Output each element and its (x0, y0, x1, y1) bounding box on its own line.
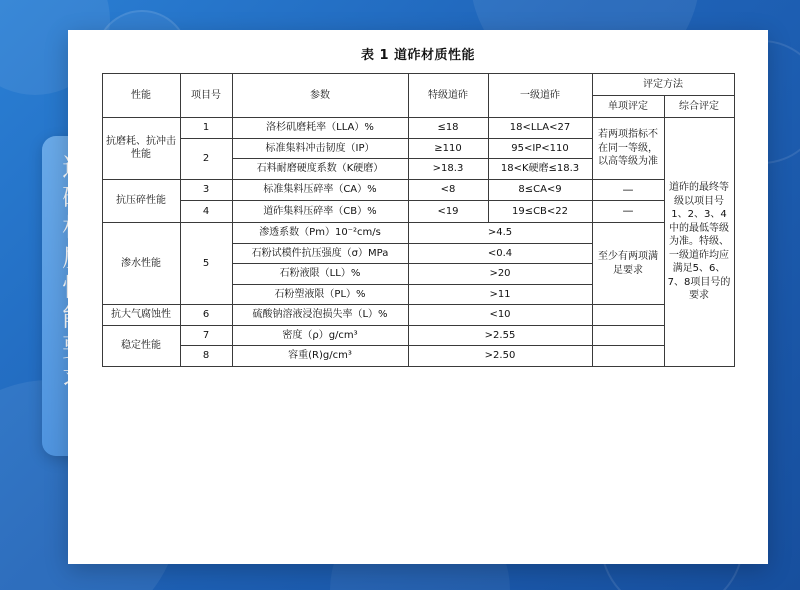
cell-special: >18.3 (408, 159, 488, 180)
cell-single-eval: 若两项指标不在同一等级，以高等级为准 (592, 118, 664, 180)
header-evaluation: 评定方法 (592, 74, 734, 96)
table-row (102, 179, 734, 201)
cell-first: 95<IP<110 (488, 138, 592, 159)
document-card (68, 30, 768, 564)
cell-merged-value: >2.50 (408, 346, 592, 367)
cell-no: 5 (180, 223, 232, 305)
cell-param: 密度（ρ）g/cm³ (232, 325, 408, 346)
header-parameter: 参数 (232, 74, 408, 118)
cell-single-eval (592, 325, 664, 346)
table-row (102, 305, 734, 326)
cell-merged-value: >11 (408, 284, 592, 305)
cell-no: 2 (180, 138, 232, 179)
cell-single-eval (592, 346, 664, 367)
cell-merged-value: >2.55 (408, 325, 592, 346)
cell-merged-value: <10 (408, 305, 592, 326)
spec-table (102, 73, 735, 367)
header-single-eval: 单项评定 (592, 96, 664, 118)
cell-property-crush: 抗压碎性能 (102, 179, 180, 223)
cell-special: ≤18 (408, 118, 488, 139)
cell-no: 3 (180, 179, 232, 201)
table-row (102, 223, 734, 244)
header-property: 性能 (102, 74, 180, 118)
table-row (102, 325, 734, 346)
table-caption: 表 1 道砟材质性能 (360, 48, 476, 63)
cell-no: 7 (180, 325, 232, 346)
cell-param: 硫酸钠溶液浸泡损失率（L）% (232, 305, 408, 326)
cell-first: 18<LLA<27 (488, 118, 592, 139)
cell-param: 石粉塑液限（PL）% (232, 284, 408, 305)
cell-property-permeability: 渗水性能 (102, 223, 180, 305)
cell-single-eval (592, 305, 664, 326)
table-row (102, 346, 734, 367)
header-grade-special-label: 特级道砟 (428, 89, 468, 101)
header-item-no: 项目号 (180, 74, 232, 118)
cell-param: 洛杉矶磨耗率（LLA）% (232, 118, 408, 139)
table-row (102, 118, 734, 139)
cell-no: 4 (180, 201, 232, 223)
cell-param: 石粉试模件抗压强度（σ）MPa (232, 243, 408, 264)
cell-no: 1 (180, 118, 232, 139)
cell-special: <8 (408, 179, 488, 201)
cell-special: <19 (408, 201, 488, 223)
cell-no: 8 (180, 346, 232, 367)
cell-param: 石粉液限（LL）% (232, 264, 408, 285)
cell-overall-eval: 道砟的最终等级以项目号1、2、3、4中的最低等级为准。特级、一级道砟均应满足5、6、7、8项目号的要求 (664, 118, 734, 367)
cell-single-eval: — (592, 201, 664, 223)
cell-first: 19≤CB<22 (488, 201, 592, 223)
cell-param: 道砟集料压碎率（CB）% (232, 201, 408, 223)
cell-first: 8≤CA<9 (488, 179, 592, 201)
table-header-row (102, 74, 734, 96)
cell-merged-value: >20 (408, 264, 592, 285)
header-grade-first: 一级道砟 (488, 74, 592, 118)
cell-param: 石料耐磨硬度系数（K硬磨） (232, 159, 408, 180)
cell-property-weathering: 抗大气腐蚀性 (102, 305, 180, 326)
cell-special: ≥110 (408, 138, 488, 159)
header-overall-eval: 综合评定 (664, 96, 734, 118)
cell-single-eval: — (592, 179, 664, 201)
cell-first: 18<K硬磨≤18.3 (488, 159, 592, 180)
cell-param: 渗透系数（Pm）10⁻²cm/s (232, 223, 408, 244)
table-row (102, 201, 734, 223)
cell-merged-value: <0.4 (408, 243, 592, 264)
cell-param: 容重(R)g/cm³ (232, 346, 408, 367)
cell-param: 标准集料冲击韧度（IP） (232, 138, 408, 159)
cell-single-eval: 至少有两项满足要求 (592, 223, 664, 305)
header-grade-special (408, 74, 488, 118)
cell-property-abrasion: 抗磨耗、抗冲击性能 (102, 118, 180, 180)
cell-param: 标准集料压碎率（CA）% (232, 179, 408, 201)
cell-merged-value: >4.5 (408, 223, 592, 244)
cell-property-stability: 稳定性能 (102, 325, 180, 366)
cell-no: 6 (180, 305, 232, 326)
